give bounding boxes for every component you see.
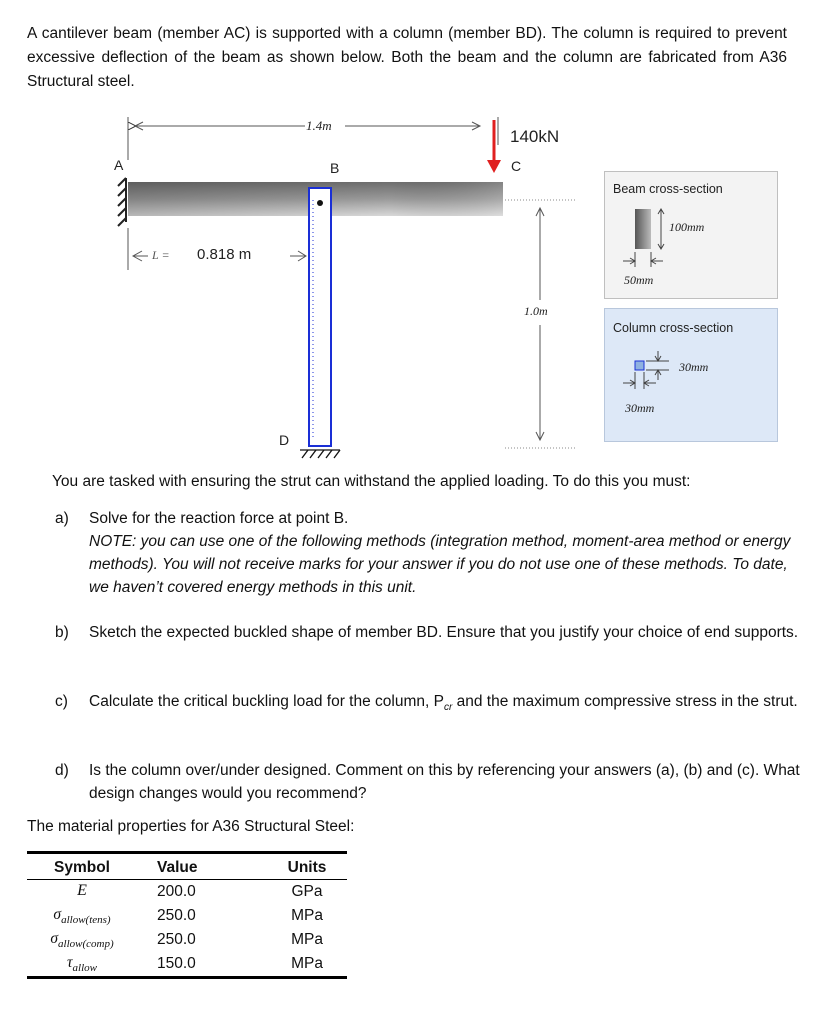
pin-b <box>317 200 323 206</box>
point-c-label: C <box>511 158 522 174</box>
column-section-diagram <box>605 309 777 441</box>
table-cell-value: 250.0 <box>157 907 196 924</box>
question-a-label: a) <box>55 510 69 527</box>
table-cell-symbol: E <box>77 881 87 899</box>
intro-paragraph: A cantilever beam (member AC) is supported with a column (member BD). The column is required to prevent excessive deflection of the beam as shown below. Both the beam and the column are fabricated from A36 Structural steel. <box>27 25 787 90</box>
material-properties-table <box>27 851 347 979</box>
span-label: 1.4m <box>306 118 332 133</box>
beam-section-panel <box>604 171 778 299</box>
question-d-label: d) <box>55 762 69 779</box>
question-b <box>55 621 815 669</box>
load-label: 140kN <box>510 127 560 146</box>
l-value: 0.818 m <box>197 246 252 263</box>
table-row <box>27 880 347 905</box>
pin-support-icon <box>300 450 340 458</box>
table-header-symbol: Symbol <box>27 853 137 880</box>
question-d <box>55 759 815 807</box>
table-cell-unit: MPa <box>291 907 323 924</box>
question-d-text: Is the column over/under designed. Comment on this by referencing your answers (a), (b) and (c). What design changes would you recommend? <box>89 762 800 802</box>
task-intro: You are tasked with ensuring the strut can withstand the applied loading. To do this you must: <box>52 473 691 490</box>
column-bd <box>309 188 331 446</box>
question-a-note: NOTE: you can use one of the following methods (integration method, moment-area method or energy methods). You will not receive marks for your answer if you do not use one of these methods. To date, we haven’t covered energy methods in this unit. <box>89 533 791 596</box>
point-b-label: B <box>330 160 340 176</box>
table-cell-unit: MPa <box>291 931 323 948</box>
table-row <box>27 952 347 978</box>
table-cell-unit: GPa <box>291 883 323 900</box>
question-a <box>55 507 815 599</box>
point-a-label: A <box>114 157 124 173</box>
column-section-title: Column cross-section <box>613 321 734 335</box>
question-c <box>55 690 815 738</box>
beam-height-label: 100mm <box>669 220 705 234</box>
table-row <box>27 904 347 928</box>
column-section-panel <box>604 308 778 442</box>
fixed-support-icon <box>118 178 126 226</box>
table-cell-symbol: $\tau_{allow}$ <box>27 952 137 978</box>
column-dim-2-label: 30mm <box>625 401 655 415</box>
material-heading: The material properties for A36 Structural Steel: <box>27 818 355 835</box>
table-header-units: Units <box>267 853 347 880</box>
table-cell-symbol: $\sigma_{allow(comp)}$ <box>50 929 114 951</box>
question-b-text: Sketch the expected buckled shape of member BD. Ensure that you justify your choice of end supports. <box>89 624 799 641</box>
table-cell-symbol: $\sigma_{allow(tens)}$ <box>53 905 111 927</box>
table-cell-value: 150.0 <box>137 952 267 978</box>
question-c-label: c) <box>55 693 68 710</box>
table-header-value: Value <box>137 853 267 880</box>
question-c-text: Calculate the critical buckling load for the column, $P_{cr}$ and the maximum compressive stress in the strut. <box>89 693 798 714</box>
table-row <box>27 928 347 952</box>
table-cell-unit: MPa <box>267 952 347 978</box>
table-cell-value: 200.0 <box>157 883 196 900</box>
table-cell-value: 250.0 <box>157 931 196 948</box>
point-d-label: D <box>279 432 290 448</box>
column-dim-1-label: 30mm <box>679 360 709 374</box>
table-header-row <box>27 853 347 880</box>
beam-section-title: Beam cross-section <box>613 182 723 196</box>
column-height-label: 1.0m <box>524 304 548 318</box>
l-symbol: L = <box>152 248 170 262</box>
question-b-label: b) <box>55 624 69 641</box>
beam-width-label: 50mm <box>624 273 654 287</box>
question-a-text: Solve for the reaction force at point B. <box>89 510 349 527</box>
